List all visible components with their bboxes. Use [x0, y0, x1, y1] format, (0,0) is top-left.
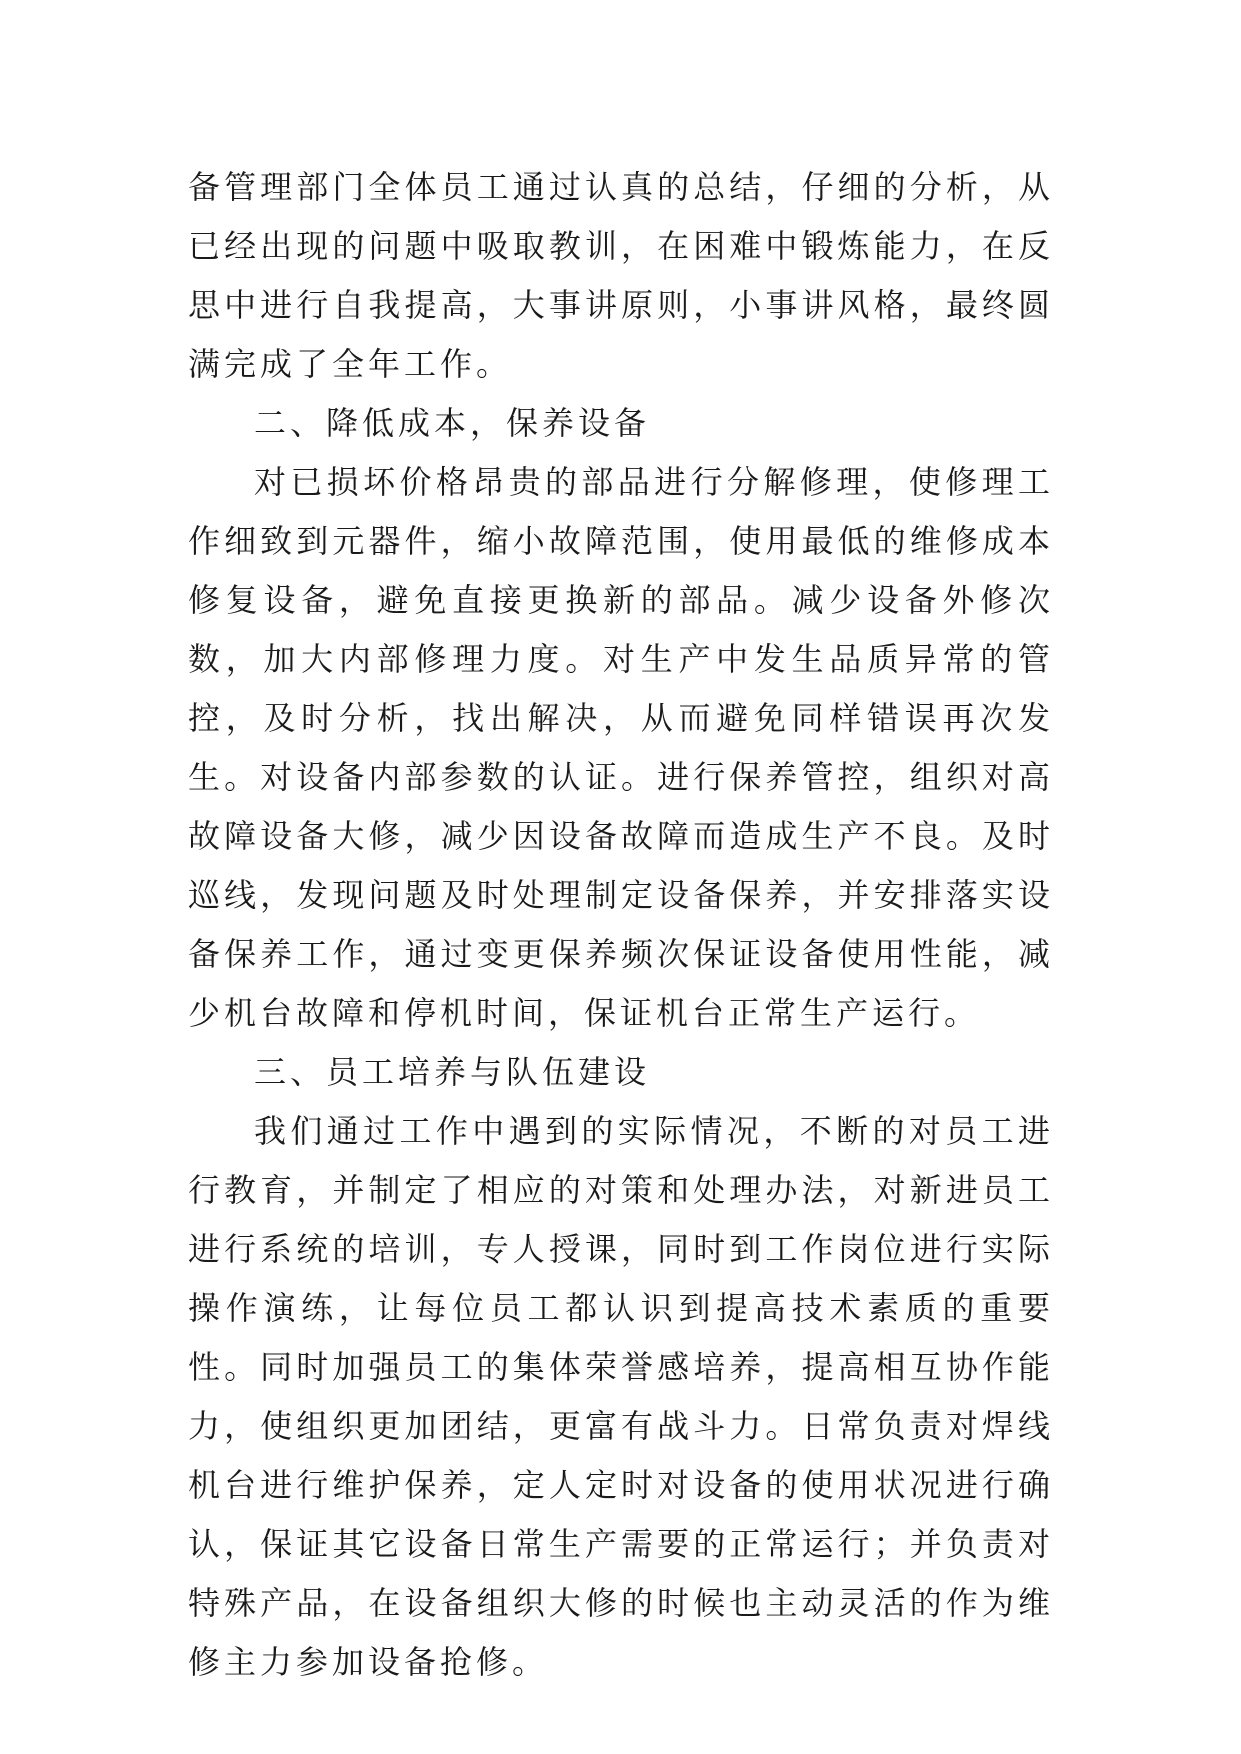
paragraph-intro-continuation: 备管理部门全体员工通过认真的总结，仔细的分析，从已经出现的问题中吸取教训，在困难中锻炼能力，在反思中进行自我提高，大事讲原则，小事讲风格，最终圆满完成了全年工作。 — [188, 168, 1054, 383]
document-body — [188, 158, 1054, 1692]
paragraph-staff-training: 我们通过工作中遇到的实际情况，不断的对员工进行教育，并制定了相应的对策和处理办法，对新进员工进行系统的培训，专人授课，同时到工作岗位进行实际操作演练，让每位员工都认识到提高技术素质的重要性。同时加强员工的集体荣誉感培养，提高相互协作能力，使组织更加团结，更富有战斗力。日常负责对焊线机台进行维护保养，定人定时对设备的使用状况进行确认，保证其它设备日常生产需要的正常运行；并负责对特殊产品，在设备组织大修的时候也主动灵活的作为维修主力参加设备抢修。 — [188, 1112, 1054, 1681]
section-heading-cost-reduction: 二、降低成本，保养设备 — [254, 404, 651, 442]
section-heading-staff-training: 三、员工培养与队伍建设 — [254, 1053, 651, 1091]
paragraph-cost-reduction: 对已损坏价格昂贵的部品进行分解修理，使修理工作细致到元器件，缩小故障范围，使用最低的维修成本修复设备，避免直接更换新的部品。减少设备外修次数，加大内部修理力度。对生产中发生品质异常的管控，及时分析，找出解决，从而避免同样错误再次发生。对设备内部参数的认证。进行保养管控，组织对高故障设备大修，减少因设备故障而造成生产不良。及时巡线，发现问题及时处理制定设备保养，并安排落实设备保养工作，通过变更保养频次保证设备使用性能，减少机台故障和停机时间，保证机台正常生产运行。 — [188, 463, 1054, 1032]
